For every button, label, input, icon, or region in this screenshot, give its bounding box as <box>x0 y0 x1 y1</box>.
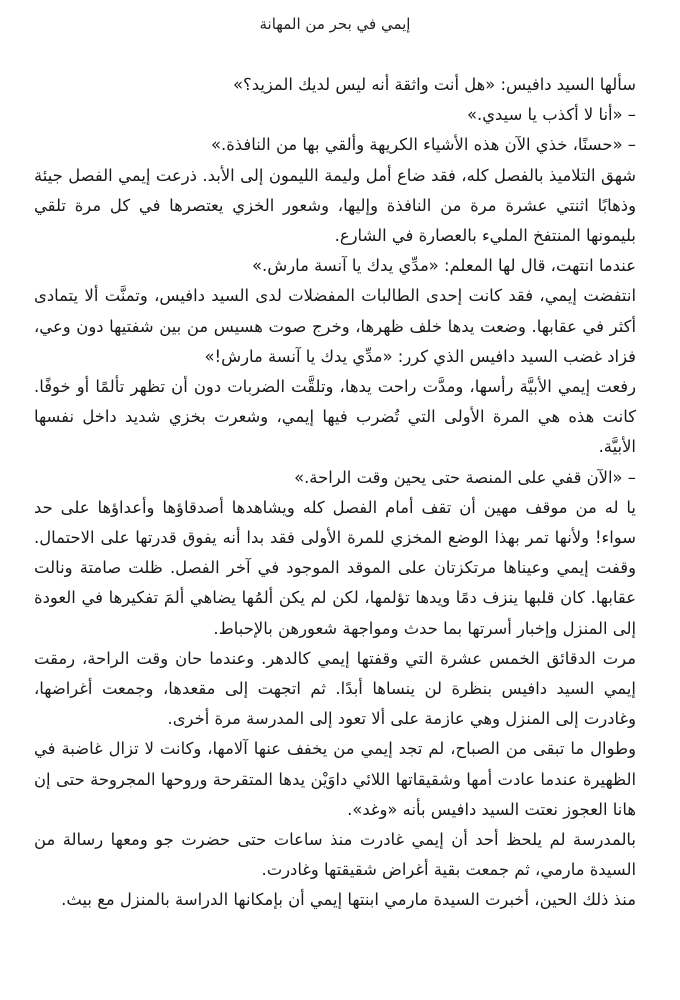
paragraph: وطوال ما تبقى من الصباح، لم تجد إيمي من يخفف عنها آلامها، وكانت لا تزال غاضبة في الظهيرة عندما عادت أمها وشقيقاتها اللائي داوَيْن يدها المتقرحة وروحها المجروحة حتى إن هانا العجوز نعتت السيد دافيس بأنه «وغد». <box>34 739 636 819</box>
body-text <box>34 70 636 916</box>
paragraph: بالمدرسة لم يلحظ أحد أن إيمي غادرت منذ ساعات حتى حضرت جو ومعها رسالة من السيدة مارمي، ثم جمعت بقية أغراض شقيقتها وغادرت. <box>34 830 636 880</box>
paragraph: سألها السيد دافيس: «هل أنت واثقة أنه ليس لديك المزيد؟» <box>232 75 636 94</box>
paragraph: عندما انتهت، قال لها المعلم: «مدِّي يدك يا آنسة مارش.» <box>252 256 636 276</box>
paragraph: انتفضت إيمي، فقد كانت إحدى الطالبات المفضلات لدى السيد دافيس، وتمنَّت ألا يتمادى أكثر في عقابها. وضعت يدها خلف ظهرها، وخرج صوت هسيس من بين شفتيها دون وعي، فزاد غضب السيد دافيس الذي كرر: «مدِّي يدك يا آنسة مارش!» <box>34 286 636 366</box>
paragraph: يا له من موقف مهين أن تقف أمام الفصل كله ويشاهدها أصدقاؤها وأعداؤها على حد سواء! ولأنها تمر بهذا الوضع المخزي للمرة الأولى فقد بدا أنه يفوق قدرتها على الاحتمال. وقفت إيمي وعيناها مرتكزتان على الموقد الموجود في آخر الفصل. ظلت صامتة ونالت عقابها. كان قلبها ينزف دمًا ويدها تؤلمها، لكن لم يكن ألمُها يضاهي ألمَ تفكيرها في العودة إلى المنزل وإخبار أسرتها بما حدث ومواجهة شعورهن بالإحباط. <box>34 497 636 638</box>
running-title: إيمي في بحر من المهانة <box>259 15 411 33</box>
paragraph: منذ ذلك الحين، أخبرت السيدة مارمي ابنتها إيمي أن بإمكانها الدراسة بالمنزل مع بيث. <box>61 890 636 910</box>
paragraph: رفعت إيمي الأبيَّة رأسها، ومدَّت راحت يدها، وتلقَّت الضربات دون أن تظهر تألمًا أو خوفًا. كانت هذه هي المرة الأولى التي تُضرب فيها إيمي، وشعرت بخزي شديد داخل نفسها الأبيَّة. <box>34 377 636 457</box>
paragraph: – «أنا لا أكذب يا سيدي.» <box>466 105 636 125</box>
paragraph: – «الآن قفي على المنصة حتى يحين وقت الراحة.» <box>294 467 636 487</box>
paragraph: شهق التلاميذ بالفصل كله، فقد ضاع أمل وليمة الليمون إلى الأبد. ذرعت إيمي الفصل جيئة وذهابًا اثنتي عشرة مرة من النافذة وإليها، وشعور الخزي يعتصرها في كل مرة تلقي بليمونها المنتفخ المليء بالعصارة في الشارع. <box>34 165 636 246</box>
paragraph: – «حسنًا، خذي الآن هذه الأشياء الكريهة وألقي بها من النافذة.» <box>210 135 636 155</box>
paragraph: مرت الدقائق الخمس عشرة التي وقفتها إيمي كالدهر. وعندما حان وقت الراحة، رمقت إيمي السيد دافيس بنظرة لن ينساها أبدًا. ثم اتجهت إلى مقعدها، وجمعت أغراضها، وغادرت إلى المنزل وهي عازمة على ألا تعود إلى المدرسة مرة أخرى. <box>34 648 636 729</box>
